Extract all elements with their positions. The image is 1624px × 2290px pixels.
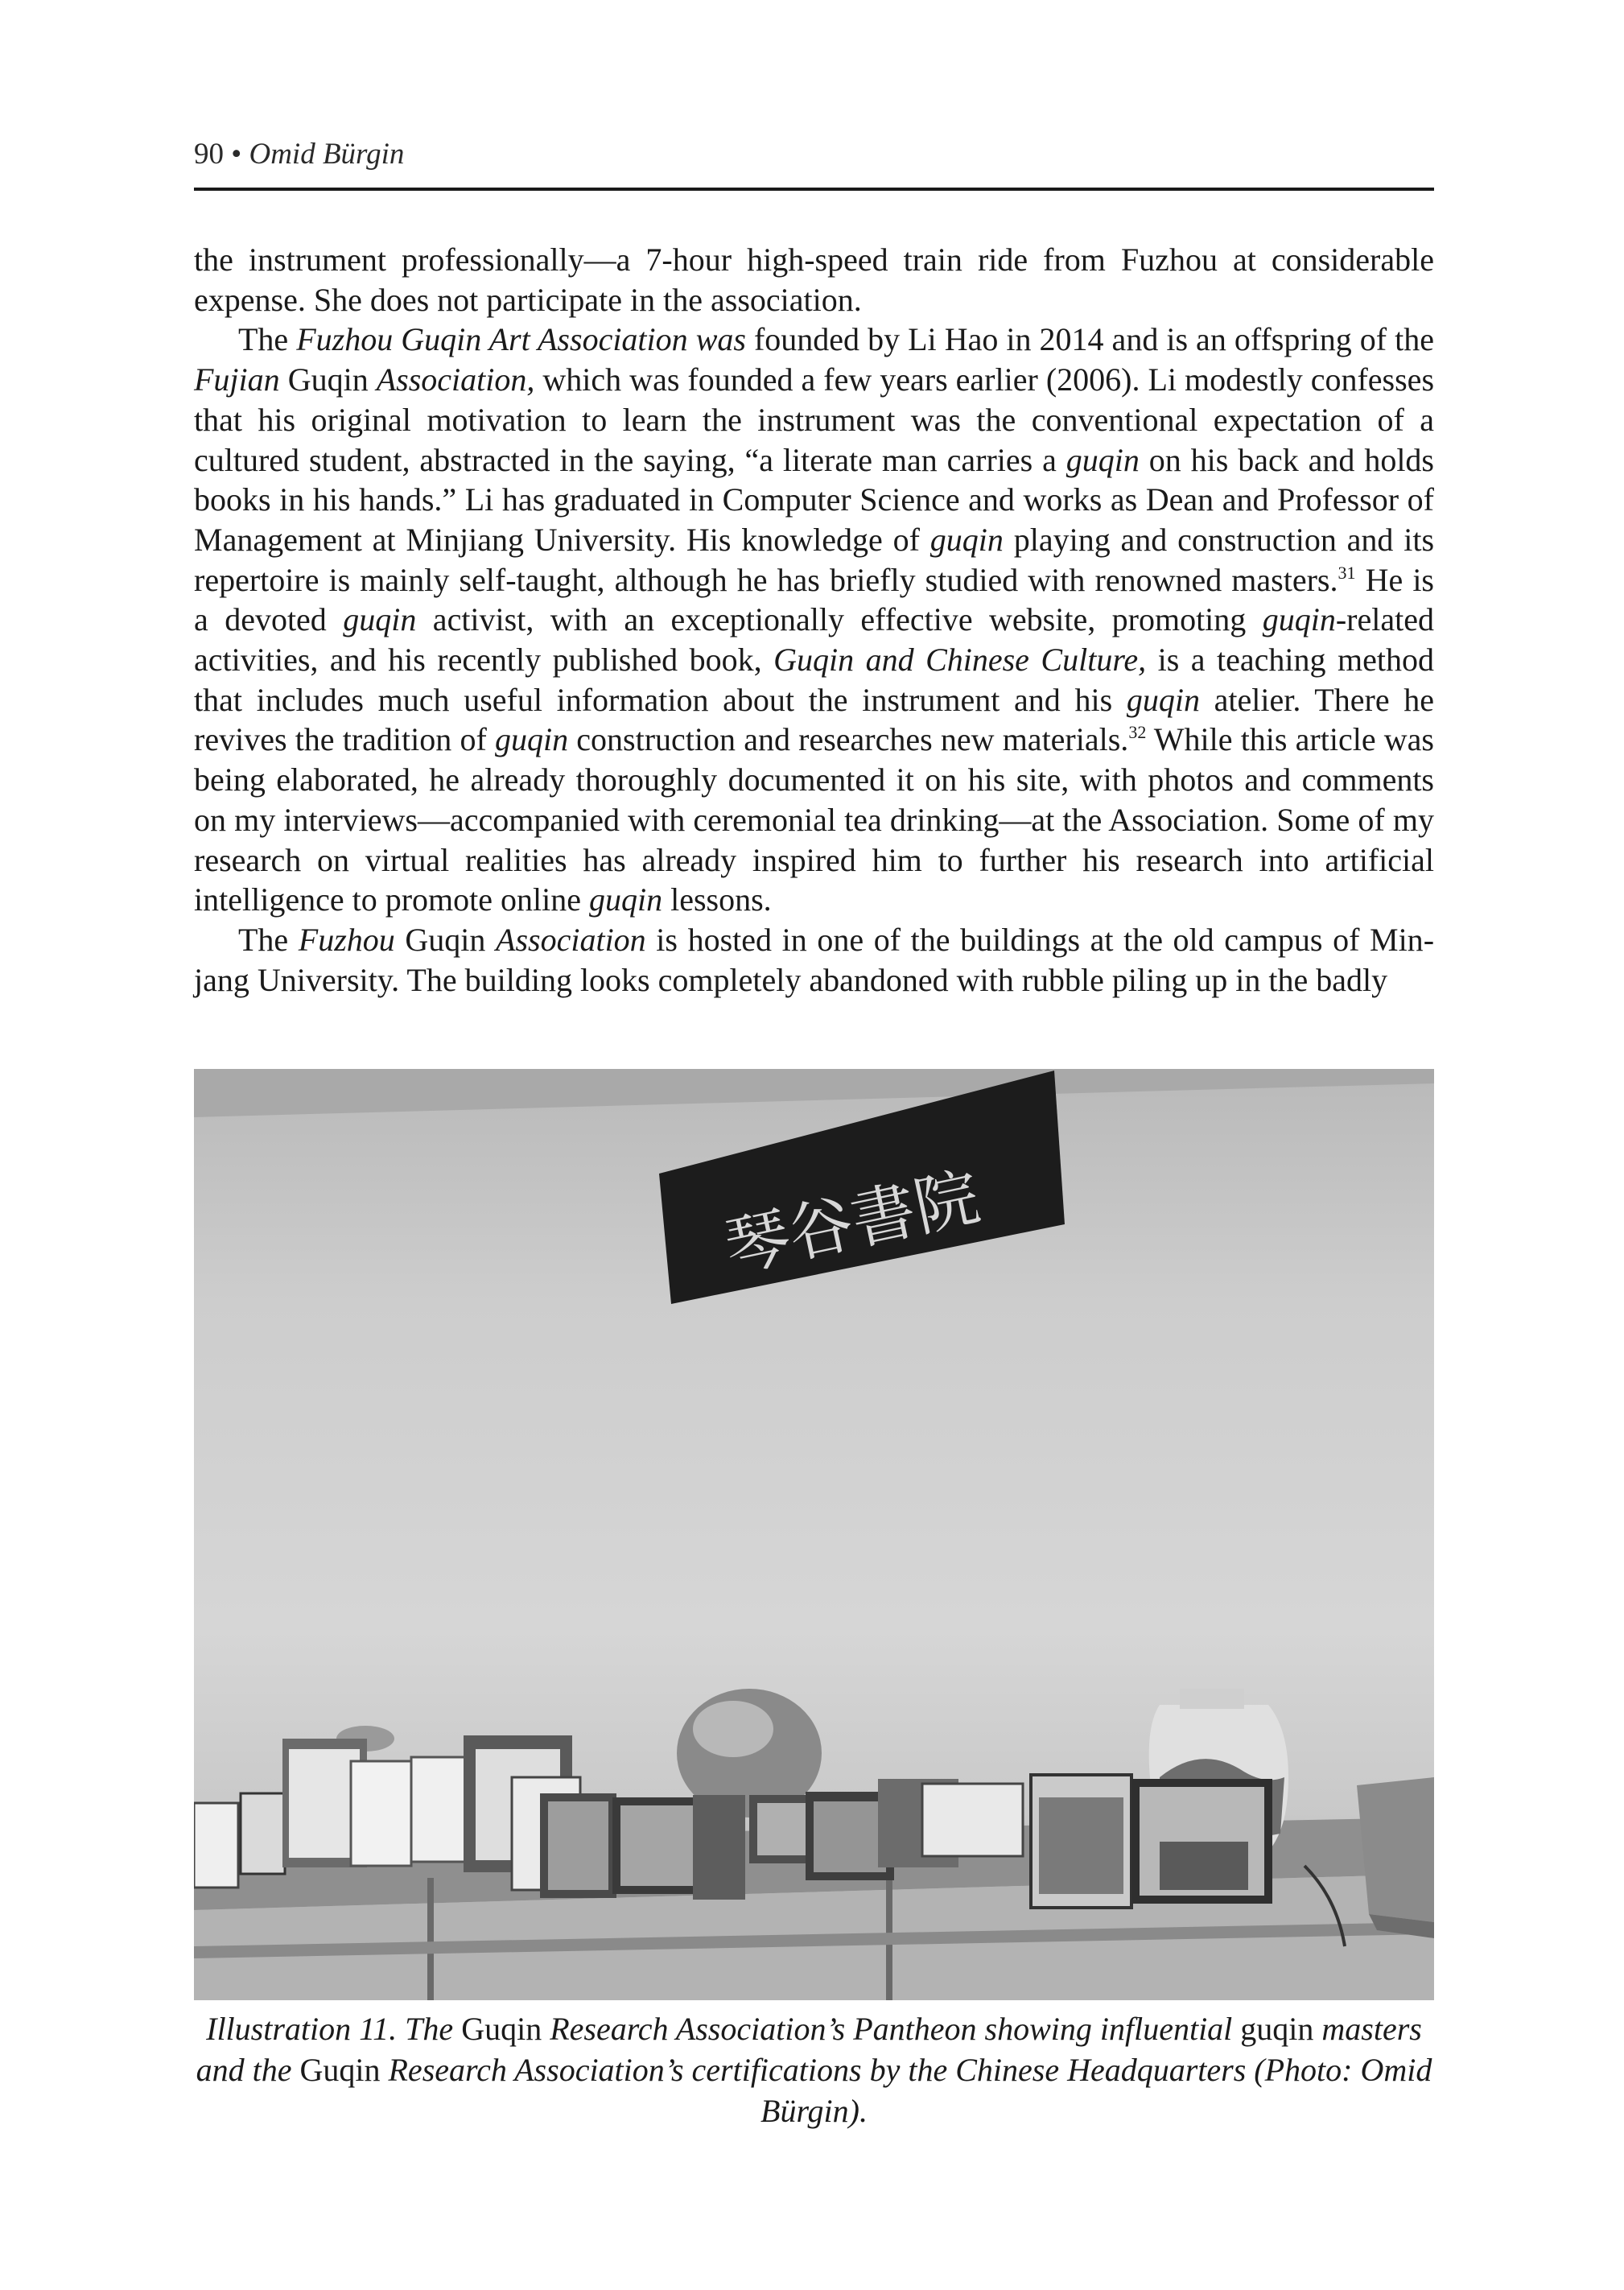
header-author: Omid Bürgin [249,138,405,171]
header-separator: • [231,138,242,171]
italic-run: guqin [588,881,663,918]
text-run: construction and researches new materials. [568,721,1129,758]
frame-1 [194,1803,238,1888]
italic-run: Fujian [194,361,280,398]
caption-run: guqin [1240,2011,1314,2047]
italic-run: guqin [1126,681,1200,718]
paragraph-2 [194,320,1434,920]
text-run: is hosted in one of the buildings at the old campus of Minjang University. The building looks completely abandoned with rubble piling up in the badly [194,921,1435,998]
text-run: Guqin [279,361,377,398]
globe-highlight [693,1701,773,1757]
photo-4 [693,1795,745,1900]
text-run: activist, with an exceptionally effective website, promoting [416,601,1263,638]
figure-caption [194,2008,1434,2131]
photo-1-inner [548,1801,608,1890]
italic-run: Association [496,921,646,958]
header-rule [194,188,1434,191]
body-text [194,240,1434,1000]
caption-run: Research Association’s certifications by the Chinese Headquarters (Photo: Omid Bürgin). [380,2052,1432,2129]
italic-run: Guqin and Chinese Culture, [773,642,1147,679]
italic-run: guqin [1262,601,1336,638]
text-run: The [238,321,297,358]
text-run: on his back and holds books in his hands.” Li has graduated in Computer Science and works as Dean and Professor of Management at Minjiang University. His knowledge of [194,441,1434,558]
text-run: the instrument professionally—a 7-hour high-speed train ride from Fuzhou at considerable expense. She does not participate in the association. [194,241,1434,318]
caption-run: Illustration 11. The [206,2011,462,2047]
italic-run: Association, [376,361,535,398]
frame-2 [241,1793,285,1874]
calligraphy-plaque [659,1071,1065,1304]
photo-5-inner [814,1801,886,1872]
italic-run: guqin [494,721,569,758]
text-run: is a teaching method that includes much useful information about the instrument and his [194,642,1434,718]
text-run: which was founded a few years earlier (2006). Li modestly confesses that his original motivation to learn the instrument was the conventional expectation of a cultured student, abstracted in the saying, “a literate man carries a [194,361,1435,478]
text-run: Guqin [394,921,497,958]
italic-run: guqin [343,601,417,638]
footnote-ref-32[interactable]: 32 [1128,722,1147,743]
plaque-text: 琴谷書院 [718,1158,987,1286]
photo-3-inner [757,1803,810,1855]
text-run: He is a devoted [194,561,1434,638]
text-run: founded by Li Hao in 2014 and is an offspring of the [745,321,1435,358]
photo-figure [194,1069,1434,2000]
italic-run: guqin [929,521,1004,558]
running-header [194,137,404,171]
caption-run: Guqin [299,2052,381,2088]
photo-7-inner [1039,1797,1123,1894]
footnote-ref-31[interactable]: 31 [1338,562,1356,583]
text-run: -related activities, and his recently published book, [194,601,1434,679]
caption-run: Research Association’s Pantheon showing influential [542,2011,1241,2047]
text-run: While this article was being elaborated, he already thoroughly documented it on his site, with photos and comments on my interviews—accompanied with ceremonial tea drinking—at the Association. Some of my research on virtual realities has already inspired him to further his research into artificial intelligence to promote online [194,721,1434,918]
text-run: The [238,921,299,958]
caption-run: Guqin [461,2011,542,2047]
certificate-8 [922,1784,1023,1856]
photo-illustration [194,1069,1434,2000]
paragraph-1 [194,240,1434,320]
page-number: 90 [194,138,224,171]
ceiling-shadow [194,1069,1434,1117]
italic-run: guqin [1065,441,1140,478]
paragraph-3 [194,920,1434,1000]
text-run: playing and construction and its repertoire is mainly self-taught, although he has briefly studied with renowned masters. [194,521,1435,598]
text-run: lessons. [662,881,772,918]
photo-8-figures [1160,1842,1248,1890]
frame-3-paper [289,1749,360,1858]
photo-2-inner [620,1805,693,1886]
italic-run: Fuzhou Guqin Art Association was [296,321,746,358]
frame-4 [351,1761,411,1866]
text-run: atelier. There he revives the tradition of [194,681,1435,758]
caption-run: masters and the [196,2011,1422,2088]
italic-run: Fuzhou [298,921,395,958]
